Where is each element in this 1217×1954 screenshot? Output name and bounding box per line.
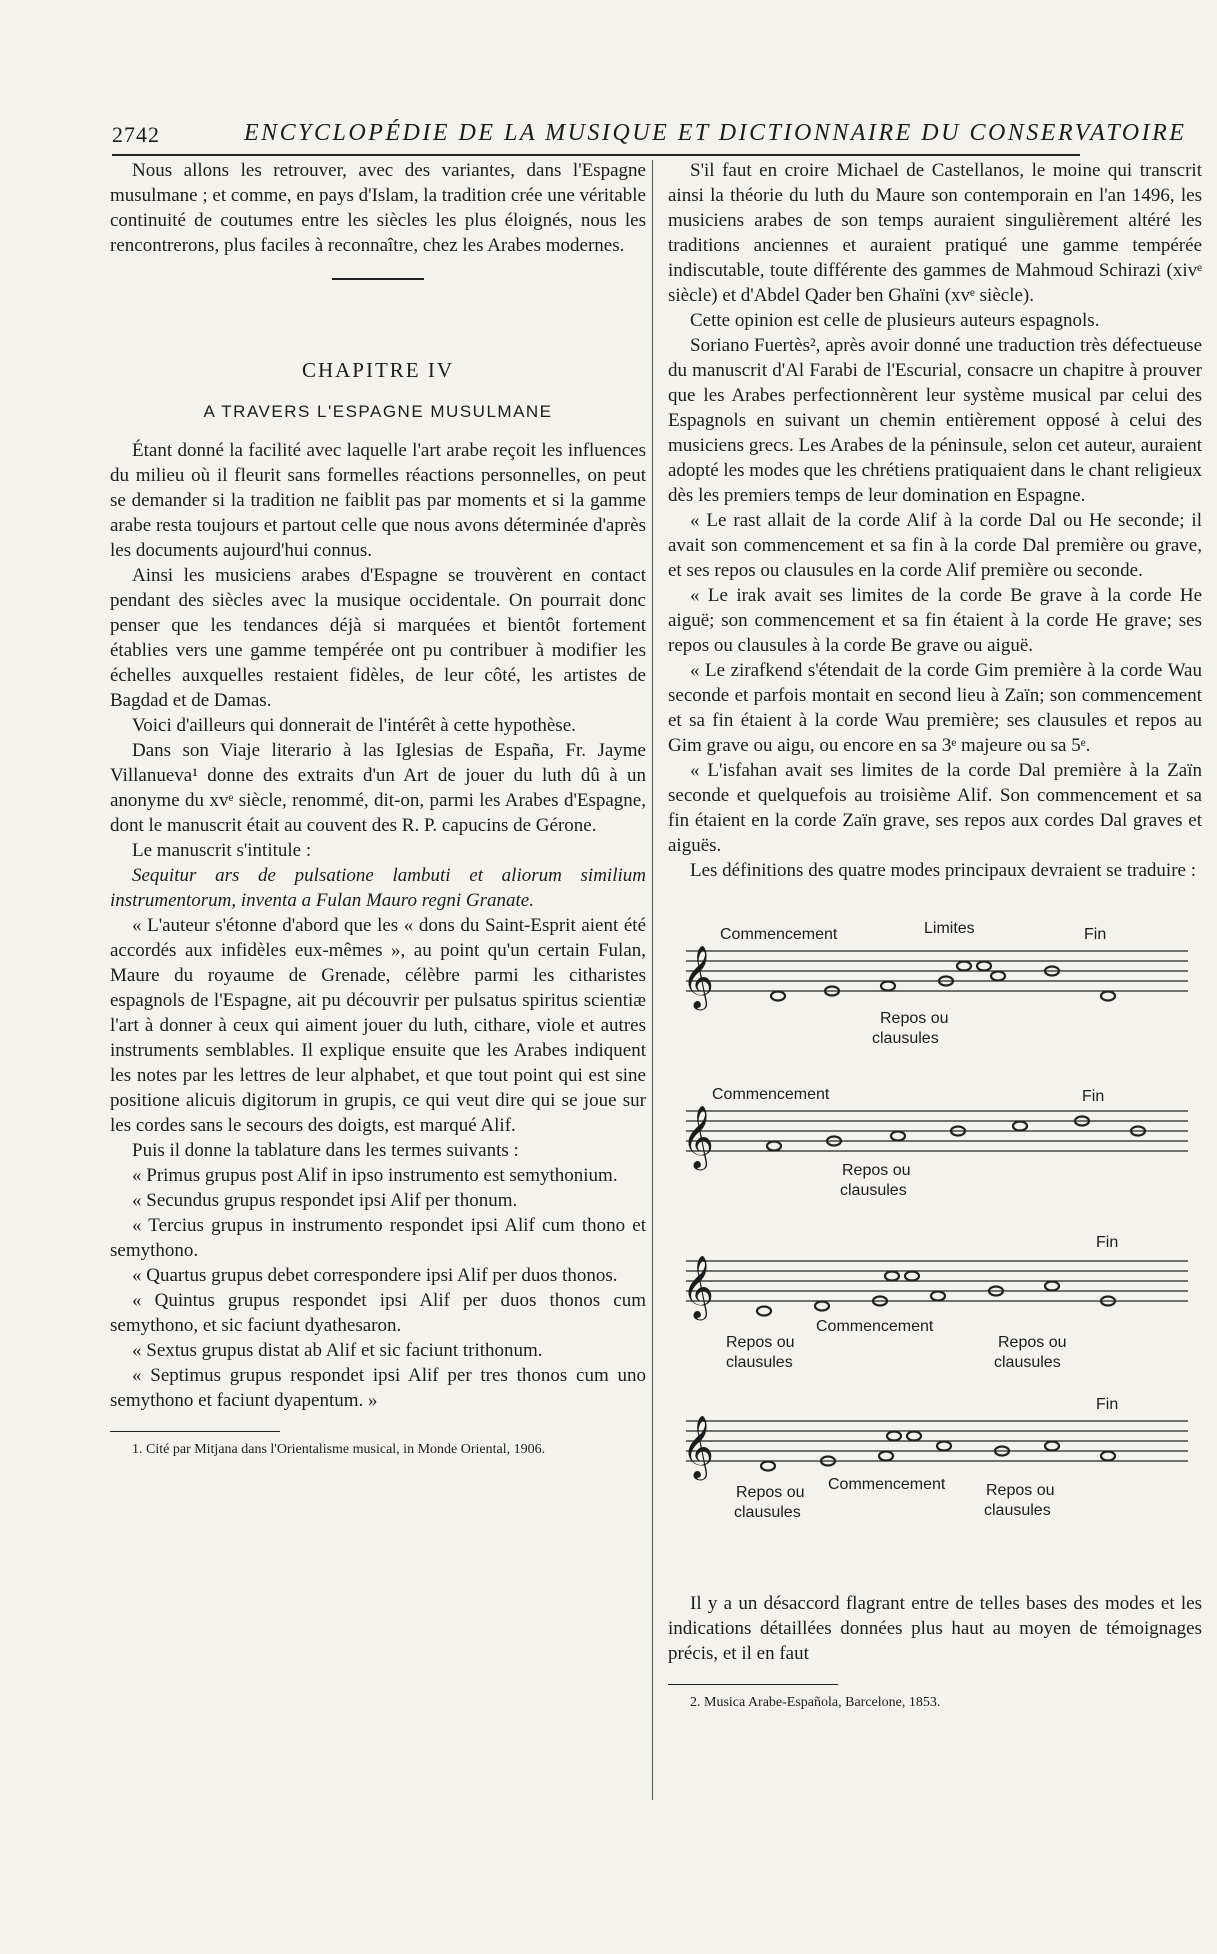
- label-limites: Limites: [924, 920, 975, 937]
- tablature-line: « Septimus grupus respondet ipsi Alif per tres thonos cum uno semythono et faciunt dyapentum. »: [110, 1365, 646, 1411]
- staff-rast: [682, 920, 1188, 1047]
- paragraph: Puis il donne la tablature dans les termes suivants :: [132, 1140, 519, 1161]
- section-separator: [332, 278, 424, 280]
- label-fin: Fin: [1084, 926, 1107, 943]
- page-header: [112, 116, 1187, 150]
- mode-rast: « Le rast allait de la corde Alif à la corde Dal ou He seconde; il avait son commencement et sa fin à la corde Dal première ou grave, et ses repos ou clausules en la corde Alif première ou seconde.: [668, 510, 1202, 581]
- tablature-line: « Quartus grupus debet correspondere ipsi Alif per duos thonos.: [132, 1265, 618, 1286]
- label-clausules-left: clausules: [734, 1504, 801, 1521]
- tablature-line: « Primus grupus post Alif in ipso instrumento est semythonium.: [132, 1165, 618, 1186]
- page-number: 2742: [112, 122, 160, 147]
- footnote-rule: [668, 1684, 838, 1685]
- treble-clef-icon: 𝄞: [682, 1415, 714, 1478]
- tablature-line: « Quintus grupus respondet ipsi Alif per duos thonos cum semythono, et sic faciunt dyathesaron.: [110, 1290, 646, 1336]
- notes: [757, 1272, 1115, 1316]
- paragraph: Étant donné la facilité avec laquelle l'art arabe reçoit les influences du milieu où il fleurit sans formelles réactions personnelles, on peut se demander si la tradition ne faiblit pas par moments et si la gamme arabe resta toujours et partout celle que nous avons déterminée d'après les documents aujourd'hui connus.: [110, 440, 646, 561]
- label-repos-left: Repos ou: [726, 1334, 795, 1351]
- mode-zirafkend: « Le zirafkend s'étendait de la corde Gim première à la corde Wau seconde et parfois montait en second lieu à Zaïn; son commencement et sa fin étaient à la corde Wau première; ses clausules et repos au Gim grave ou aigu, ou encore en sa 3ᵉ majeure ou sa 5ᵉ.: [668, 660, 1202, 756]
- paragraph: Ainsi les musiciens arabes d'Espagne se trouvèrent en contact pendant des siècles avec la musique occidentale. On pourrait donc penser que les tendances déjà si marquées et bientôt fortement établies vers une gamme tempérée ont pu contribuer à modifier les échelles auxquelles restaient fidèles, de leur côté, les artistes de Bagdad et de Damas.: [110, 565, 646, 711]
- label-clausules: clausules: [872, 1030, 939, 1047]
- staff-zirafkend: [682, 1234, 1188, 1371]
- label-repos: Repos ou: [842, 1162, 911, 1179]
- column-divider: [652, 160, 653, 1800]
- mode-isfahan: « L'isfahan avait ses limites de la corde Dal première à la Zaïn seconde et quelquefois au troisième Alif. Son commencement et sa fin étaient en la corde Zaïn grave, ses repos aux cordes Dal graves et aiguës.: [668, 760, 1202, 856]
- left-column: [110, 158, 646, 1459]
- staff-irak: [682, 1086, 1188, 1199]
- paragraph: Les définitions des quatre modes principaux devraient se traduire :: [690, 860, 1196, 881]
- paragraph: « L'auteur s'étonne d'abord que les « dons du Saint-Esprit aient été accordés aux infidèles eux-mêmes », au point qu'un certain Fulan, Maure du royaume de Grenade, célèbre parmi les citharistes espagnols de l'Espagne, ait pu découvrir per pulsatus spiritus scientiæ l'art à donner à ceux qui aiment jouer du luth, cithare, viole et autres instruments semblables. Il explique ensuite que les Arabes indiquent les notes par les lettres de leur alphabet, et que tout point qui est sine positione alicuis digitorum in grupis, ce qui veut dire qui se joue sur les cordes sans le secours des doigts, est marqué Alif.: [110, 915, 646, 1136]
- label-fin: Fin: [1096, 1396, 1119, 1413]
- tablature-line: « Secundus grupus respondet ipsi Alif per thonum.: [132, 1190, 518, 1211]
- paragraph: Dans son Viaje literario à las Iglesias de España, Fr. Jayme Villanueva¹ donne des extraits d'un Art de jouer du luth dû à un anonyme du xvᵉ siècle, renommé, dit-on, parmi les Arabes d'Espagne, dont le manuscrit était au couvent des R. P. capucins de Gérone.: [110, 740, 646, 836]
- mode-irak: « Le irak avait ses limites de la corde Be grave à la corde He aiguë; son commencement et sa fin étaient à la corde He grave; ses repos ou clausules à la corde Be grave ou aiguë.: [668, 585, 1202, 656]
- label-commencement: Commencement: [720, 926, 838, 943]
- label-clausules-left: clausules: [726, 1354, 793, 1371]
- tablature-line: « Sextus grupus distat ab Alif et sic faciunt trithonum.: [132, 1340, 543, 1361]
- paragraph: Voici d'ailleurs qui donnerait de l'intérêt à cette hypothèse.: [132, 715, 576, 736]
- paragraph: S'il faut en croire Michael de Castellanos, le moine qui transcrit ainsi la théorie du luth du Maure son contemporain en l'an 1496, les musiciens arabes de son temps auraient singulièrement altéré les traditions anciennes et auraient pratiqué une gamme tempérée indiscutable, toute différente des gammes de Mahmoud Schirazi (xivᵉ siècle) et d'Abdel Qader ben Ghaïni (xvᵉ siècle).: [668, 160, 1202, 306]
- intro-paragraph: Nous allons les retrouver, avec des variantes, dans l'Espagne musulmane ; et comme, en pays d'Islam, la tradition crée une véritable continuité de coutumes entre les siècles les plus éloignés, nous les rencontrerons, plus faciles à reconnaître, chez les Arabes modernes.: [110, 160, 646, 256]
- paragraph: Le manuscrit s'intitule :: [132, 840, 312, 861]
- treble-clef-icon: 𝄞: [682, 1105, 714, 1168]
- treble-clef-icon: 𝄞: [682, 945, 714, 1008]
- tablature-line: « Tercius grupus in instrumento respondet ipsi Alif cum thono et semythono.: [110, 1215, 646, 1261]
- label-clausules: clausules: [840, 1182, 907, 1199]
- right-column: [668, 158, 1202, 1712]
- footnote: 1. Cité par Mitjana dans l'Orientalisme musical, in Monde Oriental, 1906.: [132, 1442, 546, 1457]
- label-fin: Fin: [1082, 1088, 1105, 1105]
- staff-isfahan: [682, 1396, 1188, 1521]
- label-repos-left: Repos ou: [736, 1484, 805, 1501]
- footnote-rule: [110, 1431, 280, 1432]
- label-fin: Fin: [1096, 1234, 1119, 1251]
- label-repos: Repos ou: [880, 1010, 949, 1027]
- running-title: ENCYCLOPÉDIE DE LA MUSIQUE ET DICTIONNAIRE DU CONSERVATOIRE: [244, 120, 1187, 146]
- label-commencement: Commencement: [828, 1476, 946, 1493]
- header-rule: [112, 154, 1080, 156]
- chapter-heading: CHAPITRE IV: [301, 358, 455, 382]
- label-commencement: Commencement: [816, 1318, 934, 1335]
- label-repos-right: Repos ou: [986, 1482, 1055, 1499]
- treble-clef-icon: 𝄞: [682, 1255, 714, 1318]
- manuscript-title: Sequitur ars de pulsatione lambuti et aliorum similium instrumentorum, inventa a Fulan Mauro regni Granate.: [110, 865, 646, 911]
- footnote: 2. Musica Arabe-Española, Barcelone, 1853.: [690, 1695, 941, 1710]
- section-heading: A TRAVERS L'ESPAGNE MUSULMANE: [203, 402, 553, 421]
- label-repos-right: Repos ou: [998, 1334, 1067, 1351]
- paragraph: Il y a un désaccord flagrant entre de telles bases des modes et les indications détaillées données plus haut au moyen de témoignages précis, et il en faut: [668, 1593, 1202, 1664]
- paragraph: Soriano Fuertès², après avoir donné une traduction très défectueuse du manuscrit d'Al Farabi de l'Escurial, consacre un chapitre à prouver que les Arabes perfectionnèrent leur système musical par celui des Espagnols en suivant un chemin entièrement opposé à celui des musiciens grecs. Les Arabes de la péninsule, selon cet auteur, auraient adopté les modes que les chrétiens pratiquaient dans le chant religieux dès les premiers temps de leur domination en Espagne.: [668, 335, 1202, 506]
- label-clausules-right: clausules: [994, 1354, 1061, 1371]
- label-clausules-right: clausules: [984, 1502, 1051, 1519]
- paragraph: Cette opinion est celle de plusieurs auteurs espagnols.: [690, 310, 1100, 331]
- label-commencement: Commencement: [712, 1086, 830, 1103]
- music-examples: [668, 891, 1202, 1591]
